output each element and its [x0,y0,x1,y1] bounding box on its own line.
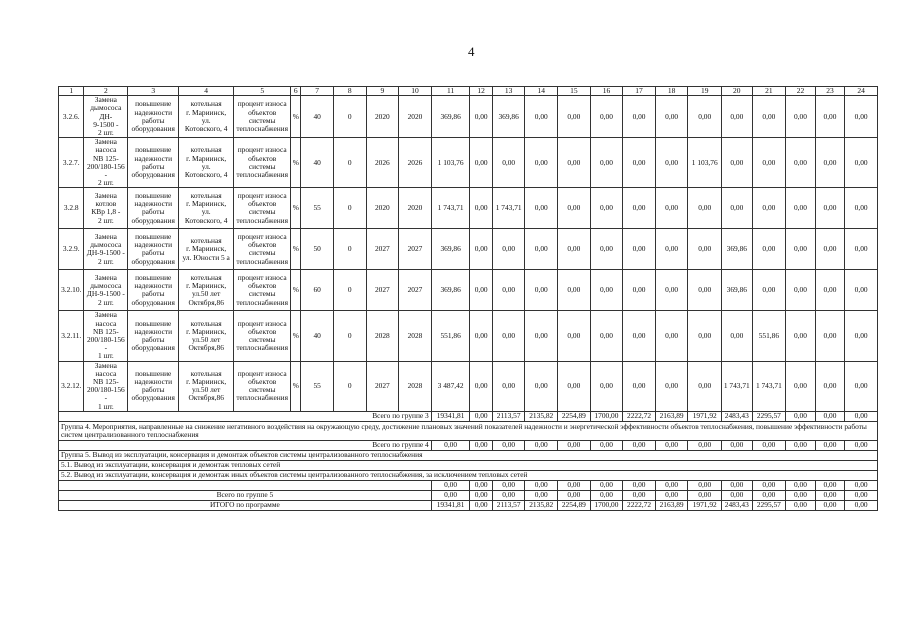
unit-cell: % [291,270,301,311]
value-cell: 0,00 [815,411,845,421]
item-goal-cell: повышение надежности работы оборудования [128,96,179,138]
value-cell: 0,00 [623,270,656,311]
table-row [59,311,878,361]
value-cell: 551,86 [431,311,470,361]
value-cell: 0,00 [558,311,591,361]
item-goal-cell: повышение надежности работы оборудования [128,361,179,411]
item-name-cell: Замена насоса NB 125- 200/180-156 - 2 шт. [84,138,128,188]
value-cell: 0,00 [688,96,722,138]
year-cell: 2020 [366,188,399,229]
item-number-cell: 3.2.11. [59,311,84,361]
item-indicator-cell: процент износа объектов системы теплоснабжения [234,270,291,311]
value-cell: 0,00 [786,440,816,450]
value-cell: 0,00 [623,440,656,450]
value-cell: 369,86 [431,96,470,138]
column-number-cell: 22 [786,87,816,96]
year-cell: 2020 [399,188,432,229]
value-cell: 0,00 [470,188,492,229]
value-cell: 3 487,42 [431,361,470,411]
value-cell: 551,86 [752,311,786,361]
page-number: 4 [468,44,475,59]
value-cell: 0,00 [722,480,753,490]
value-cell: 0,00 [786,490,816,500]
total-label-cell: Всего по группе 4 [59,440,432,450]
value-cell: 0,00 [722,440,753,450]
program-table [58,86,878,511]
grand-total-label-cell: ИТОГО по программе [59,500,432,510]
value-cell: 0,00 [470,411,492,421]
value-cell: 0,00 [815,188,845,229]
value-cell: 19341,81 [431,411,470,421]
value-cell: 0,00 [525,361,558,411]
value-cell: 0,00 [786,229,816,270]
column-number-cell: 3 [128,87,179,96]
value-cell: 0,00 [431,490,470,500]
year-cell: 2028 [399,361,432,411]
total-row-group-5 [59,490,878,500]
empty-cell [59,480,432,490]
value-cell: 0,00 [558,480,591,490]
value-cell: 0 [333,311,366,361]
value-cell: 0,00 [431,480,470,490]
group-title-cell: Группа 5. Вывод из эксплуатации, консервация и демонтаж объектов системы централизованного теплоснабжения [59,450,878,460]
unit-cell: % [291,361,301,411]
value-cell: 0,00 [525,229,558,270]
value-cell: 0,00 [786,411,816,421]
value-cell: 0,00 [655,440,688,450]
value-cell: 0 [333,270,366,311]
value-cell: 0,00 [786,138,816,188]
value-cell: 0,00 [623,188,656,229]
value-cell: 0,00 [845,229,878,270]
value-cell: 0,00 [815,96,845,138]
item-name-cell: Замена дымососа ДН- 9-1500 - 2 шт. [84,96,128,138]
item-location-cell: котельная г. Мариинск, ул.50 лет Октября,86 [179,311,234,361]
unit-cell: % [291,138,301,188]
group-title-cell: Группа 4. Мероприятия, направленные на снижение негативного воздействия на окружающую среду, достижение плановых значений показателей надежности и энергетической эффективности объектов теплоснабжения, повышение эффективности работы систем централизованного теплоснабжения [59,421,878,440]
value-cell: 0,00 [492,440,525,450]
item-number-cell: 3.2.8 [59,188,84,229]
column-number-cell: 18 [655,87,688,96]
value-cell: 0,00 [623,96,656,138]
value-cell: 0,00 [623,490,656,500]
value-cell: 0,00 [815,361,845,411]
value-cell: 0,00 [590,440,623,450]
value-cell: 0,00 [786,311,816,361]
subgroup-5-2-row [59,470,878,480]
value-cell: 40 [301,138,334,188]
value-cell: 2113,57 [492,411,525,421]
value-cell: 0,00 [752,480,786,490]
value-cell: 0,00 [525,480,558,490]
column-number-cell: 9 [366,87,399,96]
value-cell: 2135,82 [525,500,558,510]
unit-cell: % [291,311,301,361]
subgroup-5-1-row [59,460,878,470]
value-cell: 0 [333,361,366,411]
value-cell: 0,00 [815,440,845,450]
total-row-group-3 [59,411,878,421]
subgroup-title-cell: 5.2. Вывод из эксплуатации, консервация и демонтаж иных объектов системы централизованного теплоснабжения, за исключением тепловых сетей [59,470,878,480]
value-cell: 0,00 [815,270,845,311]
value-cell: 0,00 [590,270,623,311]
year-cell: 2028 [366,311,399,361]
value-cell: 50 [301,229,334,270]
value-cell: 0,00 [815,480,845,490]
value-cell: 2163,89 [655,500,688,510]
column-number-cell: 23 [815,87,845,96]
value-cell: 0,00 [590,229,623,270]
value-cell: 0,00 [815,229,845,270]
table-row [59,361,878,411]
column-number-cell: 11 [431,87,470,96]
year-cell: 2027 [399,229,432,270]
table-row [59,96,878,138]
value-cell: 0,00 [525,490,558,500]
value-cell: 1 743,71 [752,361,786,411]
value-cell: 0,00 [845,361,878,411]
column-number-cell: 24 [845,87,878,96]
value-cell: 2295,57 [752,411,786,421]
value-cell: 2135,82 [525,411,558,421]
table-row [59,270,878,311]
value-cell: 0,00 [590,480,623,490]
table-row [59,188,878,229]
year-cell: 2020 [399,96,432,138]
value-cell: 0,00 [590,361,623,411]
value-cell: 0,00 [470,96,492,138]
column-number-cell: 17 [623,87,656,96]
value-cell: 0,00 [525,311,558,361]
item-location-cell: котельная г. Мариинск, ул. Котовского, 4 [179,188,234,229]
value-cell: 0,00 [623,480,656,490]
value-cell: 40 [301,96,334,138]
value-cell: 369,86 [722,270,753,311]
value-cell: 0,00 [558,188,591,229]
column-number-cell: 15 [558,87,591,96]
column-number-cell: 2 [84,87,128,96]
value-cell: 0,00 [655,480,688,490]
item-number-cell: 3.2.9. [59,229,84,270]
value-cell: 0,00 [558,96,591,138]
item-indicator-cell: процент износа объектов системы теплоснабжения [234,188,291,229]
value-cell: 1 743,71 [431,188,470,229]
value-cell: 0,00 [590,138,623,188]
value-cell: 0,00 [623,361,656,411]
value-cell: 369,86 [722,229,753,270]
item-goal-cell: повышение надежности работы оборудования [128,311,179,361]
column-number-cell: 19 [688,87,722,96]
item-goal-cell: повышение надежности работы оборудования [128,270,179,311]
value-cell: 0,00 [752,96,786,138]
subgroup-title-cell: 5.1. Вывод из эксплуатации, консервация и демонтаж тепловых сетей [59,460,878,470]
value-cell: 0,00 [525,270,558,311]
unit-cell: % [291,229,301,270]
value-cell: 0,00 [786,480,816,490]
value-cell: 0,00 [722,490,753,500]
group-5-title-row [59,450,878,460]
value-cell: 0,00 [752,229,786,270]
item-goal-cell: повышение надежности работы оборудования [128,229,179,270]
item-indicator-cell: процент износа объектов системы теплоснабжения [234,311,291,361]
value-cell: 2222,72 [623,411,656,421]
value-cell: 0,00 [722,311,753,361]
column-number-cell: 21 [752,87,786,96]
value-cell: 0,00 [470,500,492,510]
value-cell: 0,00 [655,229,688,270]
value-cell: 0,00 [655,96,688,138]
value-cell: 369,86 [431,229,470,270]
value-cell: 0,00 [558,440,591,450]
value-cell: 0,00 [623,311,656,361]
value-cell: 0,00 [525,138,558,188]
value-cell: 0,00 [470,229,492,270]
value-cell: 0 [333,96,366,138]
value-cell: 55 [301,361,334,411]
column-number-cell: 10 [399,87,432,96]
item-location-cell: котельная г. Мариинск, ул. Юности 5 а [179,229,234,270]
value-cell: 0,00 [845,480,878,490]
value-cell: 0,00 [525,440,558,450]
year-cell: 2020 [366,96,399,138]
value-cell: 0,00 [752,270,786,311]
value-cell: 0,00 [492,480,525,490]
column-number-cell: 16 [590,87,623,96]
value-cell: 0,00 [815,311,845,361]
item-goal-cell: повышение надежности работы оборудования [128,188,179,229]
value-cell: 0,00 [786,96,816,138]
value-cell: 0,00 [688,361,722,411]
column-number-cell: 14 [525,87,558,96]
column-number-cell: 5 [234,87,291,96]
year-cell: 2027 [366,270,399,311]
column-number-cell: 6 [291,87,301,96]
value-cell: 0,00 [786,270,816,311]
value-cell: 0,00 [786,361,816,411]
value-cell: 0,00 [590,311,623,361]
value-cell: 0,00 [845,411,878,421]
value-cell: 0,00 [752,440,786,450]
value-cell: 0,00 [623,229,656,270]
value-cell: 0,00 [722,188,753,229]
value-cell: 0,00 [688,490,722,500]
value-cell: 0,00 [470,440,492,450]
value-cell: 0,00 [655,270,688,311]
value-cell: 0,00 [492,361,525,411]
item-name-cell: Замена насоса NB 125- 200/180-156 - 1 шт. [84,311,128,361]
value-cell: 19341,81 [431,500,470,510]
column-number-cell: 20 [722,87,753,96]
item-location-cell: котельная г. Мариинск, ул. Котовского, 4 [179,138,234,188]
total-row-group-4 [59,440,878,450]
value-cell: 0,00 [688,480,722,490]
item-goal-cell: повышение надежности работы оборудования [128,138,179,188]
value-cell: 2483,43 [722,500,753,510]
value-cell: 0,00 [752,490,786,500]
value-cell: 0,00 [845,500,878,510]
value-cell: 1 103,76 [688,138,722,188]
value-cell: 0,00 [492,490,525,500]
value-cell: 0,00 [492,229,525,270]
value-cell: 1 743,71 [722,361,753,411]
value-cell: 40 [301,311,334,361]
value-cell: 0,00 [845,96,878,138]
value-cell: 1971,92 [688,411,722,421]
item-indicator-cell: процент износа объектов системы теплоснабжения [234,138,291,188]
column-number-cell: 4 [179,87,234,96]
value-cell: 0 [333,229,366,270]
grand-total-row [59,500,878,510]
value-cell: 0,00 [470,138,492,188]
year-cell: 2026 [366,138,399,188]
value-cell: 1971,92 [688,500,722,510]
value-cell: 0,00 [590,188,623,229]
item-indicator-cell: процент износа объектов системы теплоснабжения [234,229,291,270]
value-cell: 60 [301,270,334,311]
value-cell: 0,00 [845,270,878,311]
value-cell: 0,00 [431,440,470,450]
value-cell: 0,00 [688,188,722,229]
value-cell: 0,00 [655,188,688,229]
value-cell: 2222,72 [623,500,656,510]
value-cell: 2295,57 [752,500,786,510]
value-cell: 0,00 [492,311,525,361]
value-cell: 0,00 [655,311,688,361]
total-label-cell: Всего по группе 5 [59,490,432,500]
item-number-cell: 3.2.7. [59,138,84,188]
value-cell: 369,86 [431,270,470,311]
value-cell: 0,00 [558,138,591,188]
value-cell: 0,00 [558,361,591,411]
value-cell: 1700,00 [590,411,623,421]
value-cell: 0,00 [688,229,722,270]
value-cell: 0,00 [688,270,722,311]
value-cell: 0,00 [590,490,623,500]
value-cell: 1 743,71 [492,188,525,229]
item-name-cell: Замена дымососа ДН-9-1500 - 2 шт. [84,270,128,311]
item-location-cell: котельная г. Мариинск, ул.50 лет Октября,86 [179,361,234,411]
column-number-cell: 7 [301,87,334,96]
value-cell: 0,00 [655,361,688,411]
total-label-cell: Всего по группе 3 [59,411,432,421]
column-number-cell: 12 [470,87,492,96]
value-cell: 2254,89 [558,500,591,510]
value-cell: 0,00 [752,138,786,188]
value-cell: 0,00 [525,188,558,229]
value-cell: 0,00 [722,96,753,138]
group-4-title-row [59,421,878,440]
item-location-cell: котельная г. Мариинск, ул.50 лет Октября,86 [179,270,234,311]
value-cell: 0 [333,188,366,229]
year-cell: 2027 [399,270,432,311]
value-cell: 0,00 [590,96,623,138]
item-number-cell: 3.2.6. [59,96,84,138]
value-cell: 0,00 [558,229,591,270]
year-cell: 2026 [399,138,432,188]
value-cell: 0,00 [623,138,656,188]
value-cell: 0,00 [470,311,492,361]
column-number-cell: 1 [59,87,84,96]
value-cell: 0,00 [558,490,591,500]
value-cell: 0,00 [492,270,525,311]
value-cell: 2163,89 [655,411,688,421]
value-cell: 0,00 [845,138,878,188]
item-name-cell: Замена котлов КВр 1,8 - 2 шт. [84,188,128,229]
value-cell: 0,00 [752,188,786,229]
value-cell: 0,00 [815,500,845,510]
item-location-cell: котельная г. Мариинск, ул. Котовского, 4 [179,96,234,138]
value-cell: 0,00 [470,361,492,411]
column-number-cell: 8 [333,87,366,96]
value-cell: 0,00 [492,138,525,188]
value-cell: 0,00 [470,480,492,490]
unit-cell: % [291,96,301,138]
value-cell: 0,00 [845,188,878,229]
value-cell: 0,00 [845,490,878,500]
subgroup-5-2-values-row [59,480,878,490]
value-cell: 2113,57 [492,500,525,510]
value-cell: 0,00 [470,490,492,500]
value-cell: 0,00 [470,270,492,311]
value-cell: 2254,89 [558,411,591,421]
item-name-cell: Замена дымососа ДН-9-1500 - 2 шт. [84,229,128,270]
value-cell: 0,00 [845,440,878,450]
value-cell: 0,00 [525,96,558,138]
value-cell: 369,86 [492,96,525,138]
value-cell: 1700,00 [590,500,623,510]
item-indicator-cell: процент износа объектов системы теплоснабжения [234,361,291,411]
item-number-cell: 3.2.10. [59,270,84,311]
value-cell: 0,00 [786,500,816,510]
value-cell: 0,00 [815,138,845,188]
value-cell: 0,00 [845,311,878,361]
value-cell: 0,00 [558,270,591,311]
value-cell: 55 [301,188,334,229]
value-cell: 0 [333,138,366,188]
header-row [59,87,878,96]
unit-cell: % [291,188,301,229]
value-cell: 0,00 [815,490,845,500]
value-cell: 0,00 [786,188,816,229]
item-name-cell: Замена насоса NB 125- 200/180-156 - 1 шт. [84,361,128,411]
value-cell: 2483,43 [722,411,753,421]
value-cell: 0,00 [722,138,753,188]
value-cell: 0,00 [688,440,722,450]
year-cell: 2028 [399,311,432,361]
column-number-cell: 13 [492,87,525,96]
table-row [59,229,878,270]
value-cell: 0,00 [688,311,722,361]
year-cell: 2027 [366,229,399,270]
item-indicator-cell: процент износа объектов системы теплоснабжения [234,96,291,138]
value-cell: 1 103,76 [431,138,470,188]
value-cell: 0,00 [655,490,688,500]
table-row [59,138,878,188]
value-cell: 0,00 [655,138,688,188]
year-cell: 2027 [366,361,399,411]
item-number-cell: 3.2.12. [59,361,84,411]
